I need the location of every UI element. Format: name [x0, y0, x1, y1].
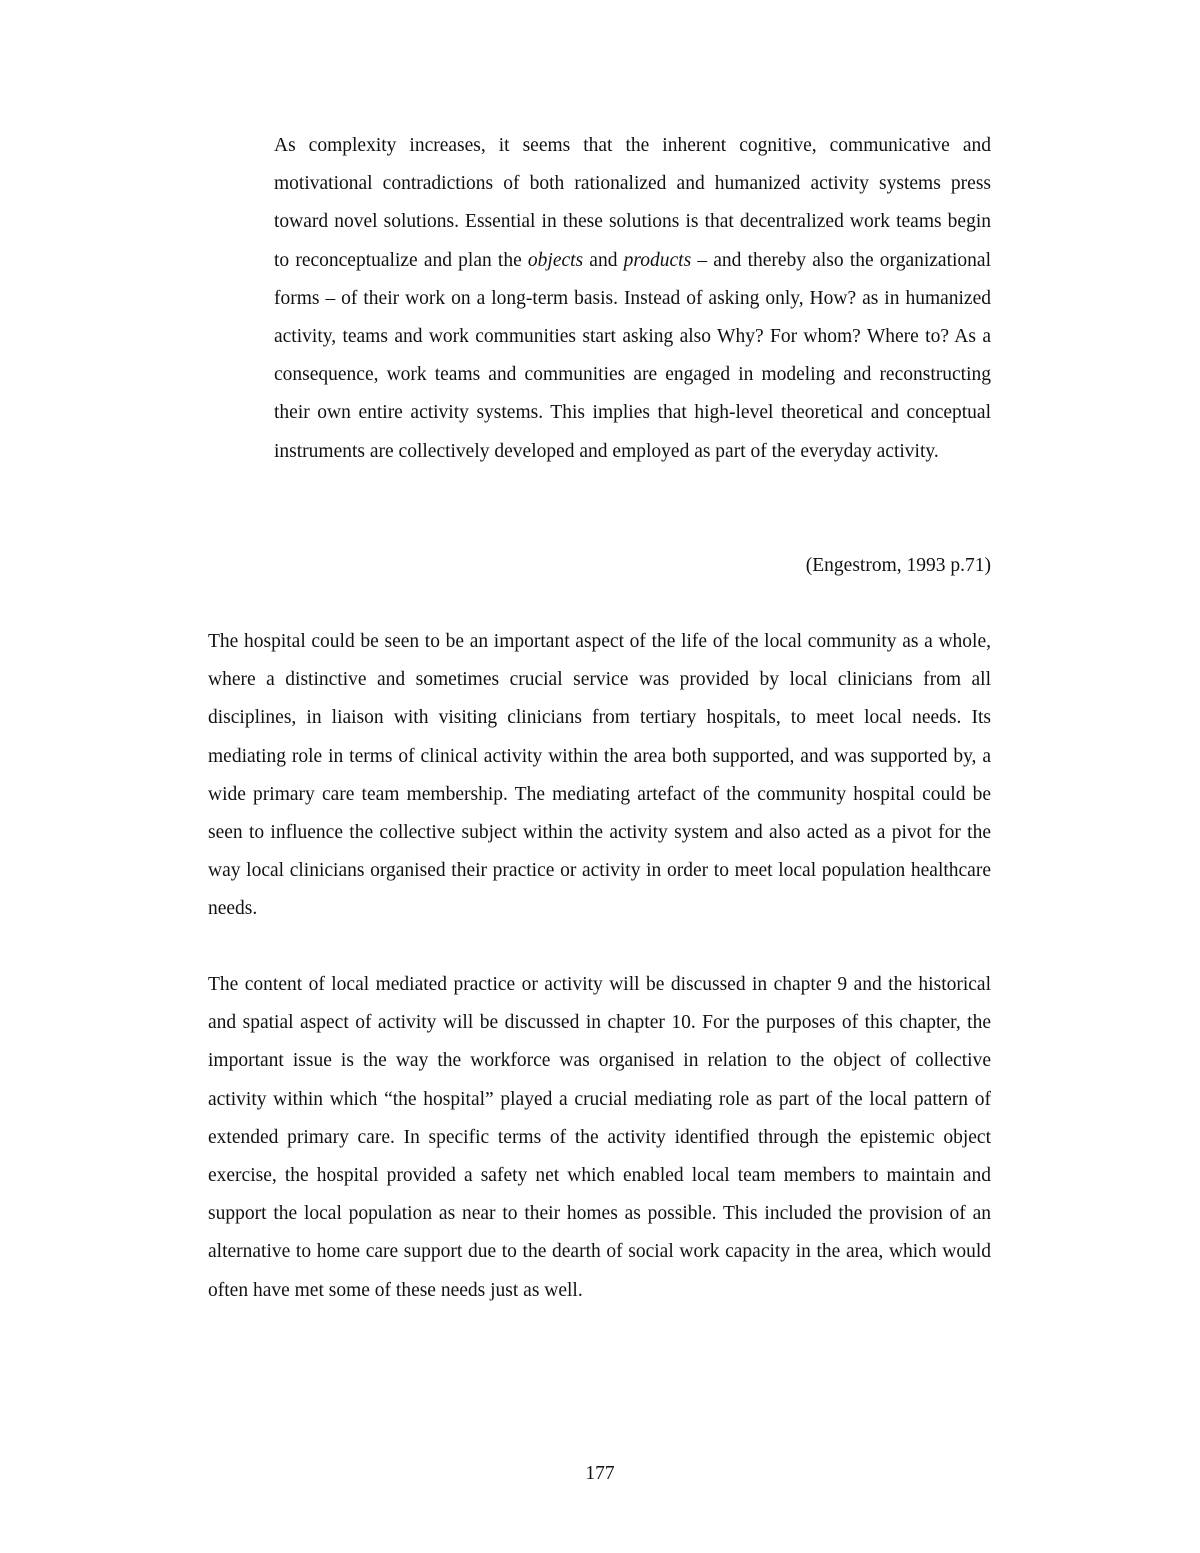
quote-citation: (Engestrom, 1993 p.71) [805, 555, 991, 576]
quote-text-part3: – and thereby also the organizational forms – of their work on a long-term basis. Instead of asking only, How? as in humanized activity, teams and work communities start asking also Why? For whom? Where to? As a consequence, work teams and communities are engaged in modeling and reconstructing their own entire activity systems. This implies that high-level theoretical and conceptual instruments are collectively developed and employed as part of the everyday activity. [274, 249, 991, 462]
block-quote [274, 127, 991, 471]
quote-emphasis-products: products [623, 249, 692, 271]
body-paragraph-2: The content of local mediated practice or activity will be discussed in chapter 9 and the historical and spatial aspect of activity will be discussed in chapter 10. For the purposes of this chapter, the important issue is the way the workforce was organised in relation to the object of collective activity within which “the hospital” played a crucial mediating role as part of the local pattern of extended primary care. In specific terms of the activity identified through the epistemic object exercise, the hospital provided a safety net which enabled local team members to maintain and support the local population as near to their homes as possible. This included the provision of an alternative to home care support due to the dearth of social work capacity in the area, which would often have met some of these needs just as well. [208, 974, 991, 1301]
block-quote-text [274, 127, 991, 471]
body-paragraph-1: The hospital could be seen to be an important aspect of the life of the local community as a whole, where a distinctive and sometimes crucial service was provided by local clinicians from all disciplines, in liaison with visiting clinicians from tertiary hospitals, to meet local needs. Its mediating role in terms of clinical activity within the area both supported, and was supported by, a wide primary care team membership. The mediating artefact of the community hospital could be seen to influence the collective subject within the activity system and also acted as a pivot for the way local clinicians organised their practice or activity in order to meet local population healthcare needs. [208, 631, 991, 920]
quote-text-part2: and [583, 249, 624, 271]
quote-text-part1: As complexity increases, it seems that the inherent cognitive, communicative and motivational contradictions of both rationalized and humanized activity systems press toward novel solutions. Essential in these solutions is that decentralized work teams begin to reconceptualize and plan the [274, 135, 991, 271]
quote-emphasis-objects: objects [527, 249, 584, 271]
page-number: 177 [585, 1463, 615, 1484]
